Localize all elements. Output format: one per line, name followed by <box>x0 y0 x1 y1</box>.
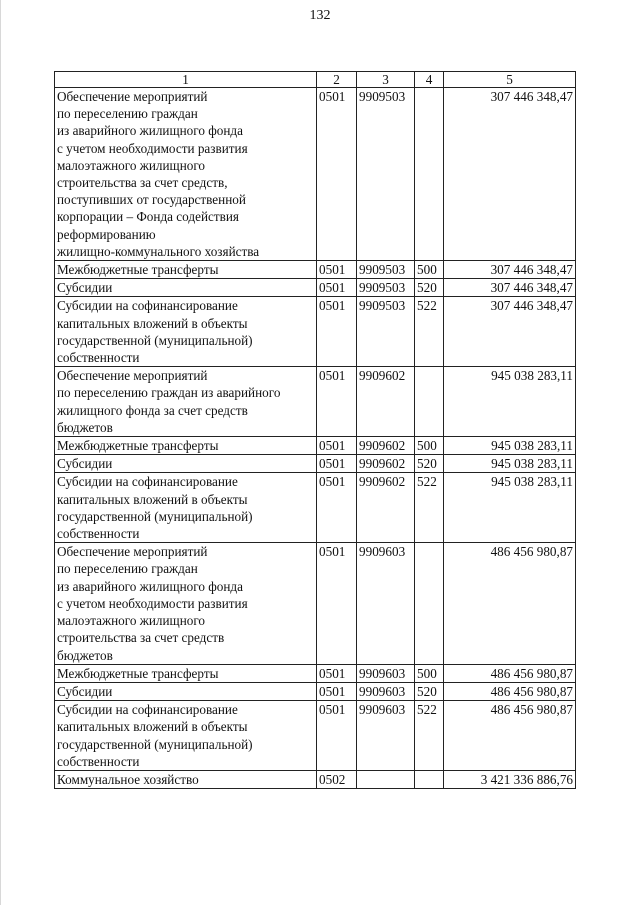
row-amount: 486 456 980,87 <box>444 682 576 700</box>
page-number: 132 <box>309 8 331 23</box>
row-expense-type <box>415 367 444 437</box>
header-col-2: 2 <box>317 72 357 88</box>
row-amount: 945 038 283,11 <box>444 437 576 455</box>
row-amount: 486 456 980,87 <box>444 664 576 682</box>
table-row <box>55 455 576 473</box>
row-name: Субсидии <box>55 455 317 473</box>
row-amount: 307 446 348,47 <box>444 88 576 261</box>
row-name: Субсидии на софинансирование капитальных вложений в объекты государственной (муниципальной) собственности <box>55 701 317 771</box>
row-name: Обеспечение мероприятий по переселению граждан из аварийного жилищного фонда с учетом необходимости развития малоэтажного жилищного строительства за счет средств, поступивших от государственной корпорации – Фонда содействия реформированию жилищно-коммунального хозяйства <box>55 88 317 261</box>
row-section-code: 0501 <box>317 367 357 437</box>
header-col-1: 1 <box>55 72 317 88</box>
row-name: Межбюджетные трансферты <box>55 664 317 682</box>
table-row <box>55 261 576 279</box>
row-name: Межбюджетные трансферты <box>55 261 317 279</box>
row-name: Субсидии <box>55 682 317 700</box>
table-row <box>55 701 576 771</box>
row-target-code: 9909603 <box>357 664 415 682</box>
row-amount: 486 456 980,87 <box>444 701 576 771</box>
row-section-code: 0501 <box>317 473 357 543</box>
row-amount: 945 038 283,11 <box>444 367 576 437</box>
row-name: Межбюджетные трансферты <box>55 437 317 455</box>
row-target-code: 9909603 <box>357 701 415 771</box>
table-row <box>55 664 576 682</box>
table-row <box>55 297 576 367</box>
row-expense-type: 522 <box>415 297 444 367</box>
row-target-code: 9909603 <box>357 682 415 700</box>
row-expense-type: 500 <box>415 437 444 455</box>
row-name: Обеспечение мероприятий по переселению граждан из аварийного жилищного фонда за счет средств бюджетов <box>55 367 317 437</box>
row-target-code: 9909602 <box>357 367 415 437</box>
scan-edge <box>0 0 1 905</box>
row-section-code: 0501 <box>317 279 357 297</box>
row-name: Коммунальное хозяйство <box>55 770 317 788</box>
row-target-code: 9909602 <box>357 437 415 455</box>
row-target-code: 9909503 <box>357 297 415 367</box>
row-target-code: 9909603 <box>357 543 415 664</box>
table-row <box>55 543 576 664</box>
table-row <box>55 770 576 788</box>
table-row <box>55 437 576 455</box>
row-amount: 3 421 336 886,76 <box>444 770 576 788</box>
table-row <box>55 367 576 437</box>
row-target-code: 9909503 <box>357 279 415 297</box>
row-name: Обеспечение мероприятий по переселению граждан из аварийного жилищного фонда с учетом необходимости развития малоэтажного жилищного строительства за счет средств бюджетов <box>55 543 317 664</box>
row-section-code: 0501 <box>317 261 357 279</box>
budget-table <box>54 71 576 789</box>
row-name: Субсидии на софинансирование капитальных вложений в объекты государственной (муниципальной) собственности <box>55 473 317 543</box>
row-expense-type <box>415 543 444 664</box>
row-section-code: 0501 <box>317 455 357 473</box>
row-name: Субсидии на софинансирование капитальных вложений в объекты государственной (муниципальной) собственности <box>55 297 317 367</box>
row-section-code: 0501 <box>317 297 357 367</box>
header-row <box>55 72 576 88</box>
row-amount: 945 038 283,11 <box>444 455 576 473</box>
row-target-code: 9909602 <box>357 455 415 473</box>
row-section-code: 0501 <box>317 437 357 455</box>
row-expense-type: 500 <box>415 261 444 279</box>
row-amount: 945 038 283,11 <box>444 473 576 543</box>
table-row <box>55 682 576 700</box>
row-target-code: 9909602 <box>357 473 415 543</box>
row-amount: 486 456 980,87 <box>444 543 576 664</box>
row-amount: 307 446 348,47 <box>444 279 576 297</box>
row-expense-type: 500 <box>415 664 444 682</box>
row-expense-type: 522 <box>415 701 444 771</box>
row-expense-type: 522 <box>415 473 444 543</box>
table-row <box>55 279 576 297</box>
row-expense-type <box>415 88 444 261</box>
row-section-code: 0501 <box>317 701 357 771</box>
row-target-code: 9909503 <box>357 261 415 279</box>
header-col-3: 3 <box>357 72 415 88</box>
row-expense-type: 520 <box>415 279 444 297</box>
row-target-code: 9909503 <box>357 88 415 261</box>
row-amount: 307 446 348,47 <box>444 297 576 367</box>
row-name: Субсидии <box>55 279 317 297</box>
row-expense-type: 520 <box>415 682 444 700</box>
table-body <box>55 88 576 789</box>
row-expense-type: 520 <box>415 455 444 473</box>
header-col-5: 5 <box>444 72 576 88</box>
row-expense-type <box>415 770 444 788</box>
row-section-code: 0502 <box>317 770 357 788</box>
header-col-4: 4 <box>415 72 444 88</box>
row-section-code: 0501 <box>317 664 357 682</box>
row-section-code: 0501 <box>317 88 357 261</box>
row-section-code: 0501 <box>317 682 357 700</box>
row-target-code <box>357 770 415 788</box>
row-amount: 307 446 348,47 <box>444 261 576 279</box>
table-row <box>55 88 576 261</box>
table-row <box>55 473 576 543</box>
row-section-code: 0501 <box>317 543 357 664</box>
